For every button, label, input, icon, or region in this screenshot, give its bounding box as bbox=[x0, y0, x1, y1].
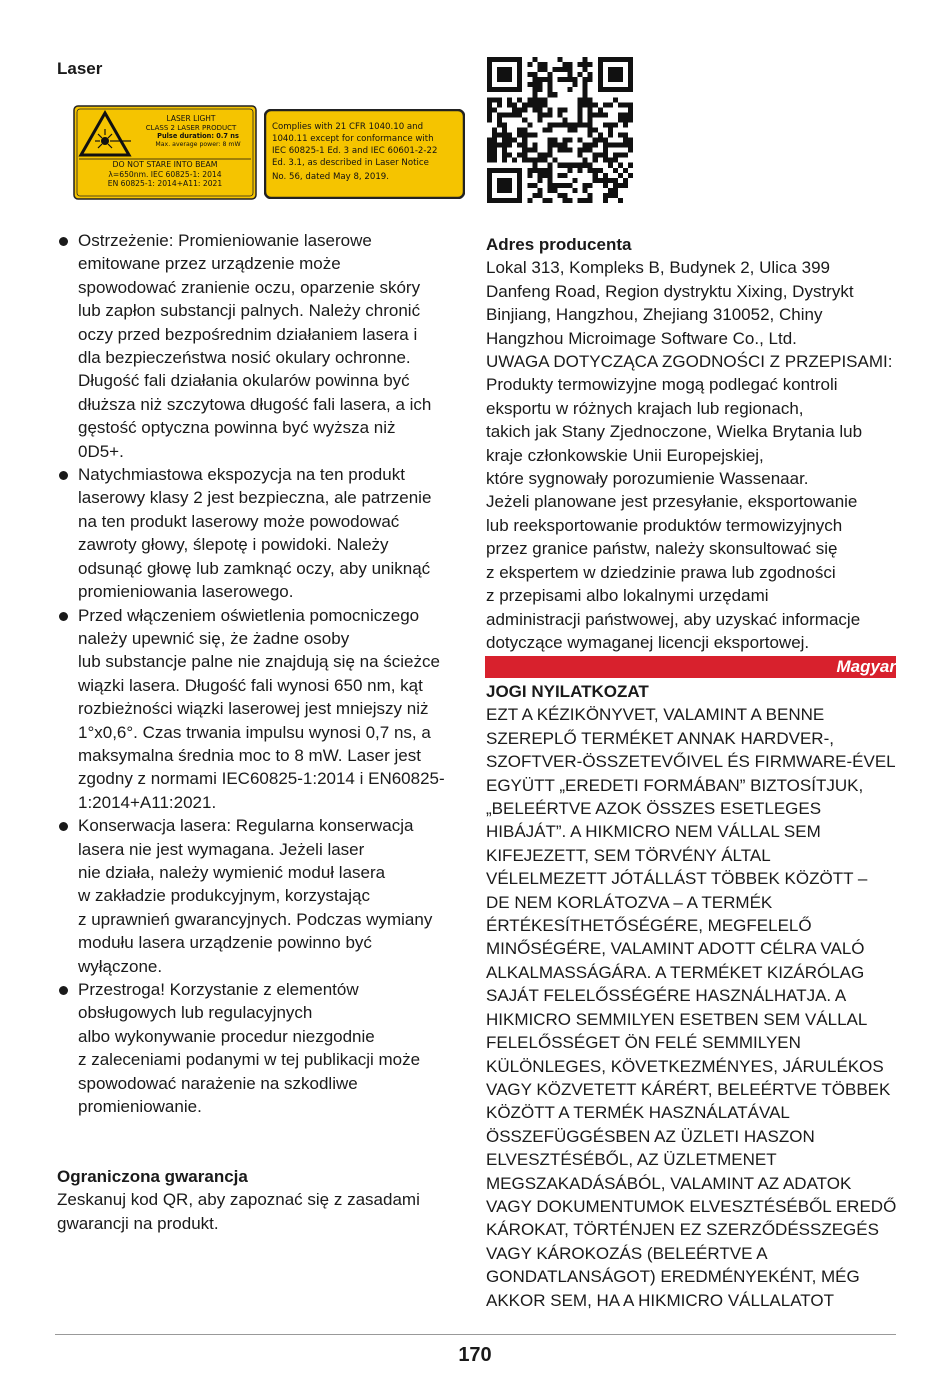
bullet-text-line: maksymalna średnia moc to 8 mW. Laser jest bbox=[78, 745, 421, 765]
bullet-text-line: lub zapłon substancji palnych. Należy chronić bbox=[78, 301, 421, 321]
legal-text-line: ÖSSZEFÜGGÉSBEN AZ ÜZLETI HASZON bbox=[486, 1126, 815, 1146]
legal-text-line: VAGY KÖZVETETT KÁRÉRT, BELEÉRTVE TÖBBEK bbox=[486, 1079, 891, 1099]
producer-text-line: dotyczące wymaganej licencji eksportowej. bbox=[486, 632, 810, 652]
legal-text-line: VÉLELMEZETT JÓTÁLLÁST TÖBBEK KÖZÖTT – bbox=[486, 869, 868, 889]
bullet-text-line: na ten produkt laserowy może powodować bbox=[78, 511, 400, 531]
compliance-line: Complies with 21 CFR 1040.10 and bbox=[272, 122, 424, 132]
legal-text-line: ALKALMASSÁGÁRA. A TERMÉKET KIZÁRÓLAG bbox=[486, 962, 865, 982]
legal-text-line: AKKOR SEM, HA A HIKMICRO VÁLLALATOT bbox=[486, 1290, 834, 1310]
page-number: 170 bbox=[458, 1344, 492, 1366]
laser-class-label bbox=[73, 105, 257, 200]
compliance-line: Ed. 3.1, as described in Laser Notice bbox=[272, 158, 429, 168]
bullet-dot-icon bbox=[59, 986, 68, 995]
producer-text-line: takich jak Stany Zjednoczone, Wielka Brytania lub bbox=[486, 422, 863, 442]
bullet-item bbox=[57, 463, 467, 603]
bullet-text-line: należy upewnić się, że żadne osoby bbox=[78, 628, 350, 648]
legal-text-line: EGYÜTT „EREDETI FORMÁBAN” BIZTOSÍTJUK, bbox=[486, 775, 864, 795]
bullet-text-line: zgodny z normami IEC60825-1:2014 i EN60825- bbox=[78, 769, 445, 789]
bullet-text-line: spowodować narażenie na szkodliwe bbox=[78, 1073, 358, 1093]
bullet-text-line: 1°x0,6°. Czas trwania impulsu wynosi 0,7 ns, a bbox=[78, 722, 431, 742]
legal-text-line: VAGY DOKUMENTUMOK ELVESZTÉSÉBŐL EREDŐ bbox=[486, 1196, 897, 1216]
legal-text-line: „BELEÉRTVE AZOK ÖSSZES ESETLEGES bbox=[486, 799, 822, 819]
legal-text-line: GONDATLANSÁGOT) EREDMÉNYEKÉNT, MÉG bbox=[486, 1267, 860, 1287]
producer-heading: Adres producenta bbox=[486, 235, 632, 254]
bullet-text-line: 1:2014+A11:2021. bbox=[78, 792, 217, 812]
bullet-text-line: albo wykonywanie procedur niezgodnie bbox=[78, 1026, 375, 1046]
warranty-text: Zeskanuj kod QR, aby zapoznać się z zasadami bbox=[57, 1190, 420, 1210]
bullet-text-line: spowodować zranienie oczu, oparzenie skóry bbox=[78, 277, 421, 297]
producer-text-line: Hangzhou Microimage Software Co., Ltd. bbox=[486, 328, 797, 348]
bullet-text-line: Natychmiastowa ekspozycja na ten produkt bbox=[78, 465, 405, 485]
bullet-text-line: z uprawnień gwarancyjnych. Podczas wymiany bbox=[78, 909, 433, 929]
bullet-text-line: emitowane przez urządzenie może bbox=[78, 254, 341, 274]
bullet-text-line: wyłączone. bbox=[78, 956, 163, 976]
bullet-text-line: wiązki lasera. Długość fali wynosi 650 nm, kąt bbox=[78, 675, 423, 695]
producer-text-line: Lokal 313, Kompleks B, Budynek 2, Ulica 399 bbox=[486, 258, 830, 278]
bullet-dot-icon bbox=[59, 822, 68, 831]
bullet-item bbox=[57, 978, 467, 1118]
bullet-text-line: Długość fali działania okularów powinna być bbox=[78, 371, 410, 391]
producer-text-line: administracji państwowej, aby uzyskać informacje bbox=[486, 609, 861, 629]
producer-section bbox=[486, 233, 898, 654]
label-std1: λ=650nm. IEC 60825-1: 2014 bbox=[108, 170, 222, 179]
legal-text-line: KÜLÖNLEGES, KÖVETKEZMÉNYES, JÁRULÉKOS bbox=[486, 1056, 884, 1076]
bullet-text-line: lub substancje palne nie znajdują się na ścieżce bbox=[78, 652, 440, 672]
bullet-dot-icon bbox=[59, 471, 68, 480]
compliance-line: No. 56, dated May 8, 2019. bbox=[272, 172, 389, 182]
legal-text-line: DE NEM KORLÁTOZVA – A TERMÉK bbox=[486, 892, 773, 912]
bullet-text-line: nie działa, należy wymienić moduł lasera bbox=[78, 862, 386, 882]
bullet-text-line: lasera nie jest wymagana. Jeżeli laser bbox=[78, 839, 365, 859]
bullet-item bbox=[57, 229, 467, 463]
legal-text-line: MINŐSÉGÉRE, VALAMINT ADOTT CÉLRA VALÓ bbox=[486, 939, 865, 959]
bullet-text-line: z zaleceniami podanymi w tej publikacji może bbox=[78, 1050, 421, 1070]
bullet-text-line: oczy przed bezpośrednim działaniem lasera i bbox=[78, 324, 418, 344]
producer-text-line: kraje członkowskie Unii Europejskiej, bbox=[486, 445, 764, 465]
legal-text-line: MEGSZAKADÁSÁBÓL, VALAMINT AZ ADATOK bbox=[486, 1173, 852, 1193]
producer-text-line: przez granice państw, należy skonsultować się bbox=[486, 539, 838, 559]
label-power: Max. average power: 8 mW bbox=[155, 141, 241, 148]
legal-text-line: KÁROKAT, TÖRTÉNJEN EZ SZERZŐDÉSSZEGÉS bbox=[486, 1220, 879, 1240]
producer-text-line: lub reeksportowanie produktów termowizyjnych bbox=[486, 515, 843, 535]
bullet-dot-icon bbox=[59, 612, 68, 621]
warranty-heading: Ograniczona gwarancja bbox=[57, 1167, 248, 1186]
producer-text-line: Jeżeli planowane jest przesyłanie, eksportowanie bbox=[486, 492, 858, 512]
compliance-line: IEC 60825-1 Ed. 3 and IEC 60601-2-22 bbox=[272, 146, 438, 156]
bullet-text-line: promieniowanie. bbox=[78, 1097, 202, 1117]
label-pulse: Pulse duration: 0.7 ns bbox=[157, 132, 239, 140]
bullet-text-line: gęstość optyczna powinna być wyższa niż bbox=[78, 418, 396, 438]
legal-text-line: SAJÁT FELELŐSSÉGÉRE HASZNÁLHATJA. A bbox=[486, 986, 847, 1006]
bullet-text-line: modułu lasera urządzenie powinno być bbox=[78, 933, 372, 953]
legal-text-line: KÖZÖTT A TERMÉK HASZNÁLATÁVAL bbox=[486, 1103, 790, 1123]
producer-text-line: z przepisami albo lokalnymi urzędami bbox=[486, 586, 769, 606]
bullet-text-line: Przestroga! Korzystanie z elementów bbox=[78, 980, 359, 999]
legal-text-line: HIBÁJÁT”. A HIKMICRO NEM VÁLLAL SEM bbox=[486, 822, 821, 842]
bullet-text-line: w zakładzie produkcyjnym, korzystając bbox=[78, 886, 370, 906]
legal-text-line: SZOFTVER-ÖSSZETEVŐIVEL ÉS FIRMWARE-ÉVEL bbox=[486, 752, 896, 772]
legal-text-line: ÉRTÉKESÍTHETŐSÉGÉRE, MEGFELELŐ bbox=[486, 916, 812, 936]
legal-text-line: SZEREPLŐ TERMÉKET ANNAK HARDVER-, bbox=[486, 728, 834, 748]
legal-text-line: ELVESZTÉSÉBŐL, AZ ÜZLETMENET bbox=[486, 1150, 777, 1170]
compliance-label bbox=[264, 109, 465, 199]
bullet-text-line: obsługowych lub regulacyjnych bbox=[78, 1003, 313, 1023]
bullet-text-line: dłuższa niż szczytowa długość fali lasera, a ich bbox=[78, 394, 432, 414]
warranty-section bbox=[57, 1165, 467, 1235]
label-title2: CLASS 2 LASER PRODUCT bbox=[145, 124, 237, 132]
legal-text-line: VAGY KÁROKOZÁS (BELEÉRTVE A bbox=[486, 1243, 768, 1263]
producer-text-line: Binjiang, Hangzhou, Zhejiang 310052, Chiny bbox=[486, 305, 823, 325]
laser-heading: Laser bbox=[57, 59, 103, 78]
bullet-item bbox=[57, 604, 467, 815]
bullet-text-line: zawroty głowy, ślepotę i powidoki. Należy bbox=[78, 535, 389, 555]
producer-text-line: eksportu w różnych krajach lub regionach, bbox=[486, 398, 804, 418]
producer-text-line: UWAGA DOTYCZĄCA ZGODNOŚCI Z PRZEPISAMI: bbox=[486, 352, 893, 372]
bullet-item bbox=[57, 814, 467, 978]
label-title1: LASER LIGHT bbox=[166, 114, 216, 123]
bullet-text-line: dla bezpieczeństwa nosić okulary ochronne. bbox=[78, 348, 411, 368]
compliance-line: 1040.11 except for conformance with bbox=[272, 134, 434, 144]
producer-text-line: z ekspertem w dziedzinie prawa lub zgodności bbox=[486, 562, 836, 582]
legal-text-line: EZT A KÉZIKÖNYVET, VALAMINT A BENNE bbox=[486, 705, 825, 725]
footer-divider bbox=[55, 1334, 896, 1335]
bullet-text-line: rozbieżności wiązki laserowej jest mniejszy niż bbox=[78, 699, 429, 719]
qr-code-icon[interactable] bbox=[487, 57, 633, 203]
legal-text-line: KIFEJEZETT, SEM TÖRVÉNY ÁLTAL bbox=[486, 845, 771, 865]
warranty-text: gwarancji na produkt. bbox=[57, 1213, 219, 1233]
label-std2: EN 60825-1: 2014+A11: 2021 bbox=[107, 179, 223, 188]
bullet-text-line: laserowy klasy 2 jest bezpieczna, ale patrzenie bbox=[78, 488, 432, 508]
language-bar: Magyar bbox=[485, 656, 896, 678]
bullet-text-line: Ostrzeżenie: Promieniowanie laserowe bbox=[78, 231, 372, 250]
legal-text-line: HIKMICRO SEMMILYEN ESETBEN SEM VÁLLAL bbox=[486, 1009, 868, 1029]
legal-heading: JOGI NYILATKOZAT bbox=[486, 682, 649, 701]
producer-text-line: które sygnowały porozumienie Wassenaar. bbox=[486, 469, 809, 489]
producer-text-line: Produkty termowizyjne mogą podlegać kontroli bbox=[486, 375, 838, 395]
bullet-text-line: Przed włączeniem oświetlenia pomocniczego bbox=[78, 605, 420, 625]
laser-safety-list bbox=[57, 229, 467, 1118]
bullet-text-line: odsunąć głowę lub zamknąć oczy, aby uniknąć bbox=[78, 558, 431, 578]
legal-section bbox=[486, 680, 898, 1312]
bullet-text-line: Konserwacja lasera: Regularna konserwacja bbox=[78, 816, 414, 836]
bullet-text-line: promieniowania laserowego. bbox=[78, 582, 294, 602]
bullet-dot-icon bbox=[59, 237, 68, 246]
bullet-text-line: 0D5+. bbox=[78, 441, 124, 461]
legal-text-line: FELELŐSSÉGET ÖN FELÉ SEMMILYEN bbox=[486, 1033, 801, 1053]
producer-text-line: Danfeng Road, Region dystryktu Xixing, Dystrykt bbox=[486, 281, 854, 301]
label-warning: DO NOT STARE INTO BEAM bbox=[112, 160, 218, 169]
